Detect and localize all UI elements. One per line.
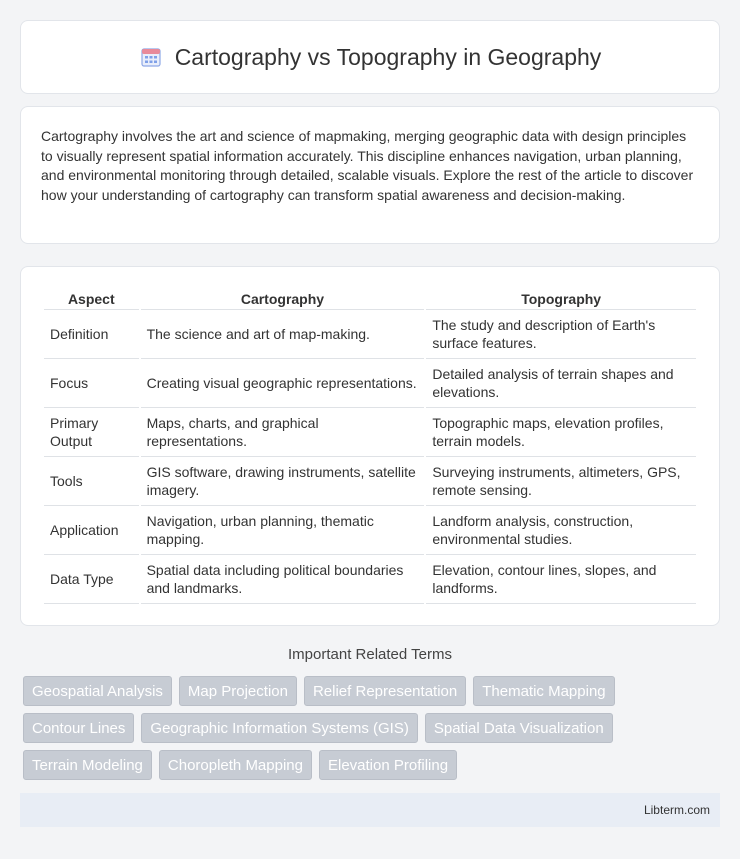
cell-topography: Detailed analysis of terrain shapes and elevations. (426, 359, 696, 408)
cell-aspect: Tools (44, 457, 139, 506)
tag-spatial-data-visualization[interactable]: Spatial Data Visualization (425, 713, 613, 743)
cell-cartography: Creating visual geographic representations. (141, 359, 425, 408)
cell-cartography: GIS software, drawing instruments, satellite imagery. (141, 457, 425, 506)
table-row (44, 555, 696, 604)
table-row (44, 457, 696, 506)
intro-paragraph: Cartography involves the art and science of mapmaking, merging geographic data with design principles to visually represent spatial information accurately. This discipline enhances navigation, urban planning, and environmental monitoring through detailed, scalable visuals. Explore the rest of the article to discover how your understanding of cartography can transform spatial awareness and decision-making. (41, 128, 694, 203)
tag-geospatial-analysis[interactable]: Geospatial Analysis (23, 676, 172, 706)
calendar-icon (139, 45, 163, 69)
cell-topography: Topographic maps, elevation profiles, terrain models. (426, 408, 696, 457)
cell-topography: Landform analysis, construction, environmental studies. (426, 506, 696, 555)
tag-map-projection[interactable]: Map Projection (179, 676, 297, 706)
cell-aspect: Focus (44, 359, 139, 408)
table-row (44, 310, 696, 359)
cell-cartography: The science and art of map-making. (141, 310, 425, 359)
tag-gis[interactable]: Geographic Information Systems (GIS) (141, 713, 417, 743)
title-card (20, 20, 720, 94)
table-row (44, 506, 696, 555)
cell-aspect: Data Type (44, 555, 139, 604)
comparison-table-card (20, 266, 720, 626)
tag-relief-representation[interactable]: Relief Representation (304, 676, 466, 706)
page-title: Cartography vs Topography in Geography (174, 43, 602, 70)
related-terms-section (20, 646, 720, 780)
column-header-aspect: Aspect (44, 287, 139, 310)
cell-topography: The study and description of Earth's surface features. (426, 310, 696, 359)
comparison-table (42, 287, 698, 604)
tag-elevation-profiling[interactable]: Elevation Profiling (319, 750, 457, 780)
cell-cartography: Navigation, urban planning, thematic mapping. (141, 506, 425, 555)
footer-site-link[interactable]: Libterm.com (643, 803, 710, 817)
tag-choropleth-mapping[interactable]: Choropleth Mapping (159, 750, 312, 780)
cell-cartography: Maps, charts, and graphical representations. (141, 408, 425, 457)
tag-thematic-mapping[interactable]: Thematic Mapping (473, 676, 614, 706)
related-terms-title: Important Related Terms (288, 646, 452, 663)
cell-topography: Surveying instruments, altimeters, GPS, remote sensing. (426, 457, 696, 506)
table-row (44, 408, 696, 457)
tag-contour-lines[interactable]: Contour Lines (23, 713, 134, 743)
cell-cartography: Spatial data including political boundaries and landmarks. (141, 555, 425, 604)
column-header-topography: Topography (426, 287, 696, 310)
cell-topography: Elevation, contour lines, slopes, and landforms. (426, 555, 696, 604)
table-header-row (44, 287, 696, 310)
intro-card (20, 106, 720, 244)
cell-aspect: Definition (44, 310, 139, 359)
footer (20, 793, 720, 827)
cell-aspect: Application (44, 506, 139, 555)
table-row (44, 359, 696, 408)
related-terms-tags (20, 676, 720, 780)
column-header-cartography: Cartography (141, 287, 425, 310)
tag-terrain-modeling[interactable]: Terrain Modeling (23, 750, 152, 780)
cell-aspect: Primary Output (44, 408, 139, 457)
